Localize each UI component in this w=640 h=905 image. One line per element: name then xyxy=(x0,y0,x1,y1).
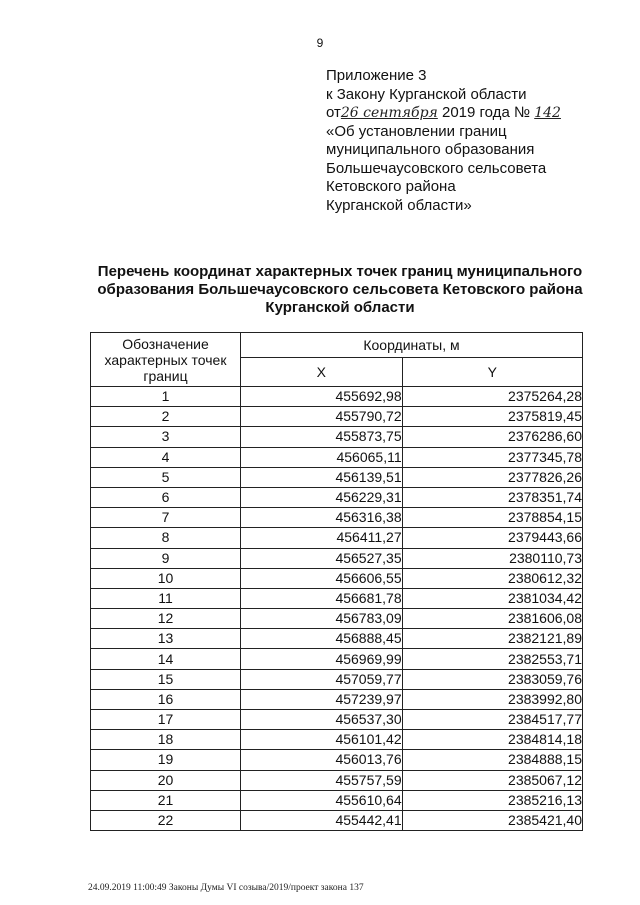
table-row xyxy=(91,750,583,770)
appendix-block xyxy=(326,67,561,215)
coord-x: 456101,42 xyxy=(241,730,403,750)
table-row xyxy=(91,770,583,790)
header-y: Y xyxy=(402,358,582,387)
coord-x: 456681,78 xyxy=(241,588,403,608)
header-coordinates: Координаты, м xyxy=(241,333,583,358)
table-body xyxy=(91,387,583,831)
point-number: 5 xyxy=(91,467,241,487)
table-row xyxy=(91,649,583,669)
point-number: 12 xyxy=(91,609,241,629)
table-row xyxy=(91,629,583,649)
title-line-2: образования Большечаусовского сельсовета Кетовского района xyxy=(97,281,583,298)
appendix-line-2: к Закону Курганской области xyxy=(326,85,527,103)
coord-y: 2381034,42 xyxy=(402,588,582,608)
point-number: 10 xyxy=(91,568,241,588)
coord-x: 456969,99 xyxy=(241,649,403,669)
point-number: 13 xyxy=(91,629,241,649)
table-row xyxy=(91,407,583,427)
coord-y: 2382553,71 xyxy=(402,649,582,669)
point-number: 6 xyxy=(91,487,241,507)
table-row xyxy=(91,568,583,588)
coord-x: 456537,30 xyxy=(241,710,403,730)
coord-x: 456411,27 xyxy=(241,528,403,548)
coord-y: 2385067,12 xyxy=(402,770,582,790)
point-number: 21 xyxy=(91,790,241,810)
coord-y: 2385421,40 xyxy=(402,810,582,830)
coord-x: 456229,31 xyxy=(241,487,403,507)
appendix-line-6: Большечаусовского сельсовета xyxy=(326,159,547,177)
point-number: 18 xyxy=(91,730,241,750)
coord-x: 455442,41 xyxy=(241,810,403,830)
appendix-line-5: муниципального образования xyxy=(326,141,535,158)
appendix-line-8: Курганской области» xyxy=(326,196,472,214)
coord-x: 456013,76 xyxy=(241,750,403,770)
coord-x: 455610,64 xyxy=(241,790,403,810)
footer-stamp: 24.09.2019 11:00:49 Законы Думы VI созыва/2019/проект закона 137 xyxy=(88,883,364,893)
table-row xyxy=(91,427,583,447)
table-row xyxy=(91,669,583,689)
table-row xyxy=(91,710,583,730)
coord-y: 2381606,08 xyxy=(402,609,582,629)
coord-x: 455757,59 xyxy=(241,770,403,790)
coord-x: 455692,98 xyxy=(241,387,403,407)
coord-x: 456316,38 xyxy=(241,508,403,528)
table-row xyxy=(91,609,583,629)
title-line-3: Курганской области xyxy=(265,299,415,316)
coord-x: 456527,35 xyxy=(241,548,403,568)
table-row xyxy=(91,447,583,467)
coord-x: 456783,09 xyxy=(241,609,403,629)
table-row xyxy=(91,467,583,487)
point-number: 14 xyxy=(91,649,241,669)
date-prefix: от xyxy=(326,104,341,121)
table-row xyxy=(91,730,583,750)
coord-x: 455790,72 xyxy=(241,407,403,427)
appendix-line-4: «Об установлении границ xyxy=(326,122,507,140)
coord-y: 2383059,76 xyxy=(402,669,582,689)
coord-x: 457059,77 xyxy=(241,669,403,689)
coord-y: 2375819,45 xyxy=(402,407,582,427)
coord-x: 456139,51 xyxy=(241,467,403,487)
title-line-1: Перечень координат характерных точек границ муниципального xyxy=(97,263,583,280)
point-number: 9 xyxy=(91,548,241,568)
coord-y: 2384888,15 xyxy=(402,750,582,770)
coord-y: 2380612,32 xyxy=(402,568,582,588)
coord-y: 2384517,77 xyxy=(402,710,582,730)
coord-x: 456888,45 xyxy=(241,629,403,649)
table-row xyxy=(91,528,583,548)
appendix-line-7: Кетовского района xyxy=(326,178,456,195)
coord-y: 2376286,60 xyxy=(402,427,582,447)
header-x: X xyxy=(241,358,403,387)
coord-y: 2380110,73 xyxy=(402,548,582,568)
header-point-label: Обозначение характерных точек границ xyxy=(91,333,241,387)
coord-y: 2379443,66 xyxy=(402,528,582,548)
point-number: 3 xyxy=(91,427,241,447)
point-number: 11 xyxy=(91,588,241,608)
coord-x: 456065,11 xyxy=(241,447,403,467)
handwritten-date: 26 сентября xyxy=(340,105,438,121)
coord-y: 2385216,13 xyxy=(402,790,582,810)
coordinates-table xyxy=(90,332,583,831)
coord-x: 455873,75 xyxy=(241,427,403,447)
table-row xyxy=(91,548,583,568)
point-number: 16 xyxy=(91,689,241,709)
point-number: 20 xyxy=(91,770,241,790)
point-number: 2 xyxy=(91,407,241,427)
coord-y: 2384814,18 xyxy=(402,730,582,750)
table-row xyxy=(91,689,583,709)
point-number: 17 xyxy=(91,710,241,730)
year-text: 2019 года № xyxy=(437,104,531,121)
table-row xyxy=(91,588,583,608)
table-row xyxy=(91,508,583,528)
coord-y: 2378351,74 xyxy=(402,487,582,507)
table-row xyxy=(91,810,583,830)
coord-y: 2377345,78 xyxy=(402,447,582,467)
point-number: 15 xyxy=(91,669,241,689)
point-number: 19 xyxy=(91,750,241,770)
coord-x: 456606,55 xyxy=(241,568,403,588)
table-row xyxy=(91,790,583,810)
point-number: 1 xyxy=(91,387,241,407)
coord-y: 2383992,80 xyxy=(402,689,582,709)
coord-y: 2378854,15 xyxy=(402,508,582,528)
table-row xyxy=(91,387,583,407)
document-title xyxy=(80,263,600,317)
appendix-line-1: Приложение 3 xyxy=(326,67,427,84)
coord-x: 457239,97 xyxy=(241,689,403,709)
point-number: 8 xyxy=(91,528,241,548)
page-number: 9 xyxy=(316,36,324,50)
coord-y: 2375264,28 xyxy=(402,387,582,407)
coord-y: 2377826,26 xyxy=(402,467,582,487)
appendix-date-line xyxy=(326,104,561,123)
handwritten-law-number: 142 xyxy=(534,105,561,121)
coord-y: 2382121,89 xyxy=(402,629,582,649)
table-row xyxy=(91,487,583,507)
point-number: 4 xyxy=(91,447,241,467)
point-number: 22 xyxy=(91,810,241,830)
point-number: 7 xyxy=(91,508,241,528)
